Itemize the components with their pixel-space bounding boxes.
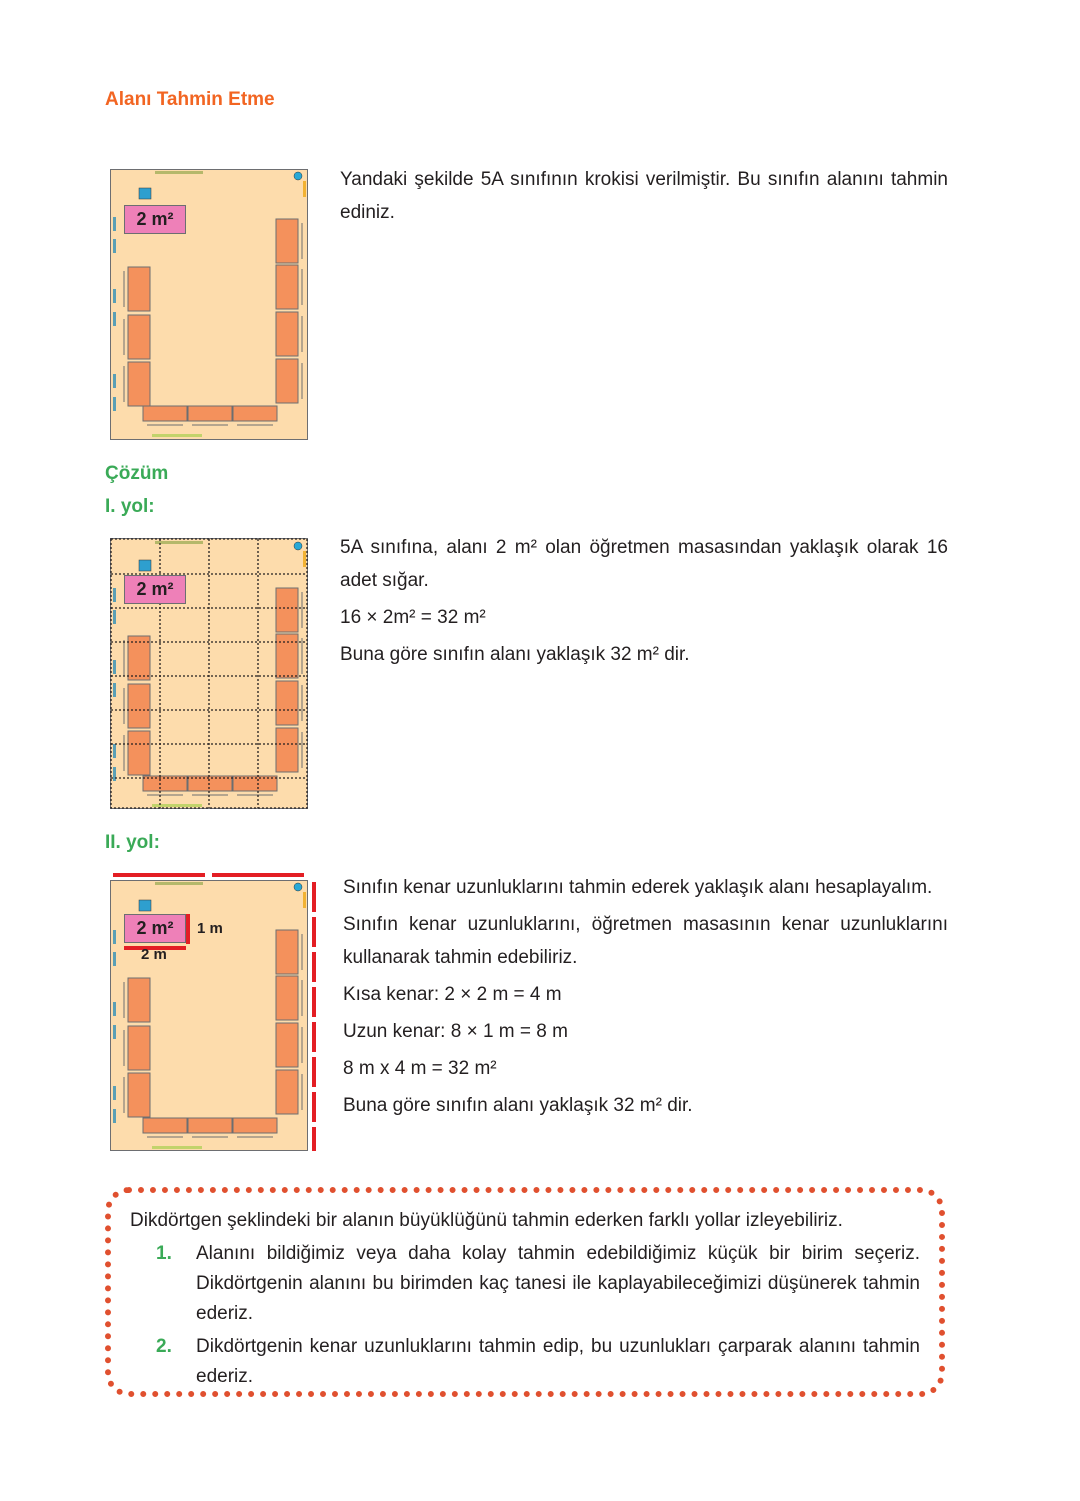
- desk-height-measure: [186, 914, 190, 944]
- method2-line: Buna göre sınıfın alanı yaklaşık 32 m² dir.: [343, 1095, 693, 1116]
- classroom-sketch-2: [110, 538, 308, 809]
- classroom-sketch-1: [110, 169, 308, 440]
- summary-note: [130, 1206, 920, 1392]
- note-item-number: 2.: [156, 1336, 172, 1357]
- method1-title: I. yol:: [105, 496, 155, 517]
- method1-line: 5A sınıfına, alanı 2 m² olan öğretmen masasından yaklaşık olarak 16 adet sığar.: [340, 537, 948, 591]
- long-side-measure: [312, 882, 316, 1151]
- method2-text: [343, 871, 948, 1122]
- teacher-desk: 2 m²: [124, 575, 186, 604]
- note-intro: Dikdörtgen şeklindeki bir alanın büyüklüğünü tahmin ederken farklı yollar izleyebiliriz.: [130, 1210, 843, 1231]
- note-item: [130, 1239, 920, 1329]
- desk-height-label: 1 m: [197, 920, 223, 937]
- classroom-sketch-3: [110, 870, 322, 1152]
- method2-line: 8 m x 4 m = 32 m²: [343, 1058, 497, 1079]
- teacher-desk: 2 m²: [124, 914, 186, 943]
- note-item-text: Alanını bildiğimiz veya daha kolay tahmin edebildiğimiz küçük bir birim seçeriz. Dikdörtgenin alanını bu birimden kaç tanesi ile kaplayabileceğimizi düşünerek tahmin ederiz.: [196, 1243, 920, 1324]
- teacher-desk: 2 m²: [124, 205, 186, 234]
- method2-line: Kısa kenar: 2 × 2 m = 4 m: [343, 984, 562, 1005]
- solution-title: Çözüm: [105, 463, 169, 484]
- method1-line: 16 × 2m² = 32 m²: [340, 607, 486, 628]
- classroom-measured-plan: [110, 870, 322, 1152]
- method2-title: II. yol:: [105, 832, 160, 853]
- method2-line: Sınıfın kenar uzunluklarını tahmin ederek yaklaşık alanı hesaplayalım.: [343, 877, 933, 898]
- note-item-number: 1.: [156, 1243, 172, 1264]
- short-side-measure: [113, 873, 304, 877]
- method1-text: [340, 531, 948, 671]
- method1-line: Buna göre sınıfın alanı yaklaşık 32 m² dir.: [340, 644, 690, 665]
- note-item-text: Dikdörtgenin kenar uzunluklarını tahmin edip, bu uzunlukları çarparak alanını tahmin ederiz.: [196, 1336, 920, 1387]
- desk-width-label: 2 m: [141, 946, 167, 963]
- intro-text: Yandaki şekilde 5A sınıfının krokisi verilmiştir. Bu sınıfın alanını tahmin ediniz.: [340, 169, 948, 223]
- section-heading: Alanı Tahmin Etme: [105, 89, 275, 110]
- method2-line: Uzun kenar: 8 × 1 m = 8 m: [343, 1021, 568, 1042]
- note-item: [130, 1332, 920, 1392]
- method2-line: Sınıfın kenar uzunluklarını, öğretmen masasının kenar uzunluklarını kullanarak tahmin edebiliriz.: [343, 914, 948, 968]
